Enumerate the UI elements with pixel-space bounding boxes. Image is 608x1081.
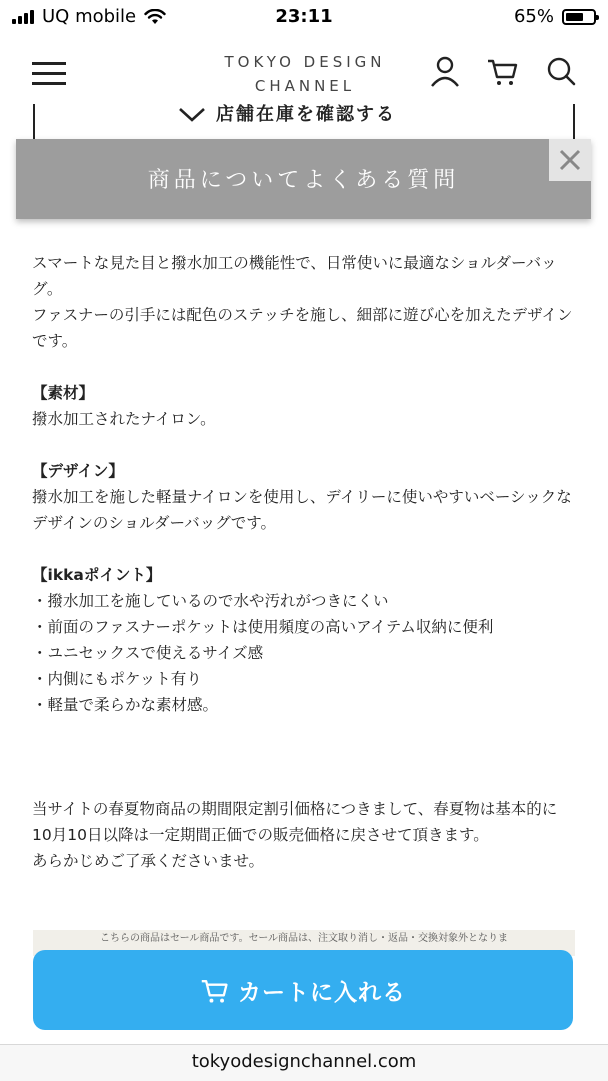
status-time: 23:11 [275, 6, 333, 27]
point-item: ・ユニセックスで使えるサイズ感 [32, 644, 264, 662]
point-item: ・前面のファスナーポケットは使用頻度の高いアイテム収納に便利 [32, 618, 494, 636]
design-text: 撥水加工を施した軽量ナイロンを使用し、デイリーに使いやすいベーシックなデザインのショルダーバッグです。 [32, 488, 572, 532]
add-to-cart-button[interactable] [33, 950, 573, 1030]
url-text: tokyodesignchannel.com [191, 1051, 417, 1072]
cart-icon [200, 975, 230, 1005]
modal-title: 商品についてよくある質問 [147, 168, 460, 193]
status-bar [0, 0, 608, 34]
cart-icon[interactable] [486, 54, 520, 88]
faq-modal-header [16, 139, 591, 219]
site-header [0, 34, 608, 104]
intro-paragraph-1: スマートな見た目と撥水加工の機能性で、日常使いに最適なショルダーバッグ。 [32, 254, 557, 298]
battery-percent: 65% [513, 6, 554, 27]
point-item: ・軽量で柔らかな素材感。 [32, 696, 219, 714]
brand-line-1: TOKYO DESIGN [224, 53, 386, 71]
search-icon[interactable] [544, 54, 578, 88]
close-icon [549, 139, 591, 181]
point-item: ・撥水加工を施しているので水や汚れがつきにくい [32, 592, 389, 610]
material-text: 撥水加工されたナイロン。 [32, 410, 216, 428]
chevron-down-icon [178, 107, 206, 123]
add-to-cart-label: カートに入れる [238, 979, 406, 1006]
store-stock-label [178, 100, 396, 126]
brand-line-2: CHANNEL [254, 77, 356, 95]
close-button[interactable] [549, 139, 591, 181]
sale-notice: こちらの商品はセール商品です。セール商品は、注文取り消し・返品・交換対象外となりま [33, 930, 575, 956]
price-note-ending: あらかじめご了承くださいませ。 [32, 852, 265, 870]
material-heading: 【素材】 [32, 384, 95, 402]
price-note: 当サイトの春夏物商品の期間限定割引価格につきまして、春夏物は基本的に10月10日以降は一定期間正価での販売価格に戻させて頂きます。 [32, 800, 558, 844]
battery-icon [562, 9, 596, 25]
address-bar[interactable] [0, 1044, 608, 1081]
intro-paragraph-2: ファスナーの引手には配色のステッチを施し、細部に遊び心を加えたデザインです。 [32, 306, 573, 350]
design-heading: 【デザイン】 [32, 462, 124, 480]
store-stock-text: 店舗在庫を確認する [216, 104, 396, 125]
site-logo[interactable] [200, 50, 410, 98]
points-heading: 【ikkaポイント】 [32, 566, 162, 584]
account-icon[interactable] [428, 54, 462, 88]
product-description [32, 250, 577, 874]
store-stock-button[interactable] [33, 104, 575, 144]
menu-icon[interactable] [32, 62, 66, 86]
point-item: ・内側にもポケット有り [32, 670, 202, 688]
carrier-label: UQ mobile [42, 6, 137, 27]
